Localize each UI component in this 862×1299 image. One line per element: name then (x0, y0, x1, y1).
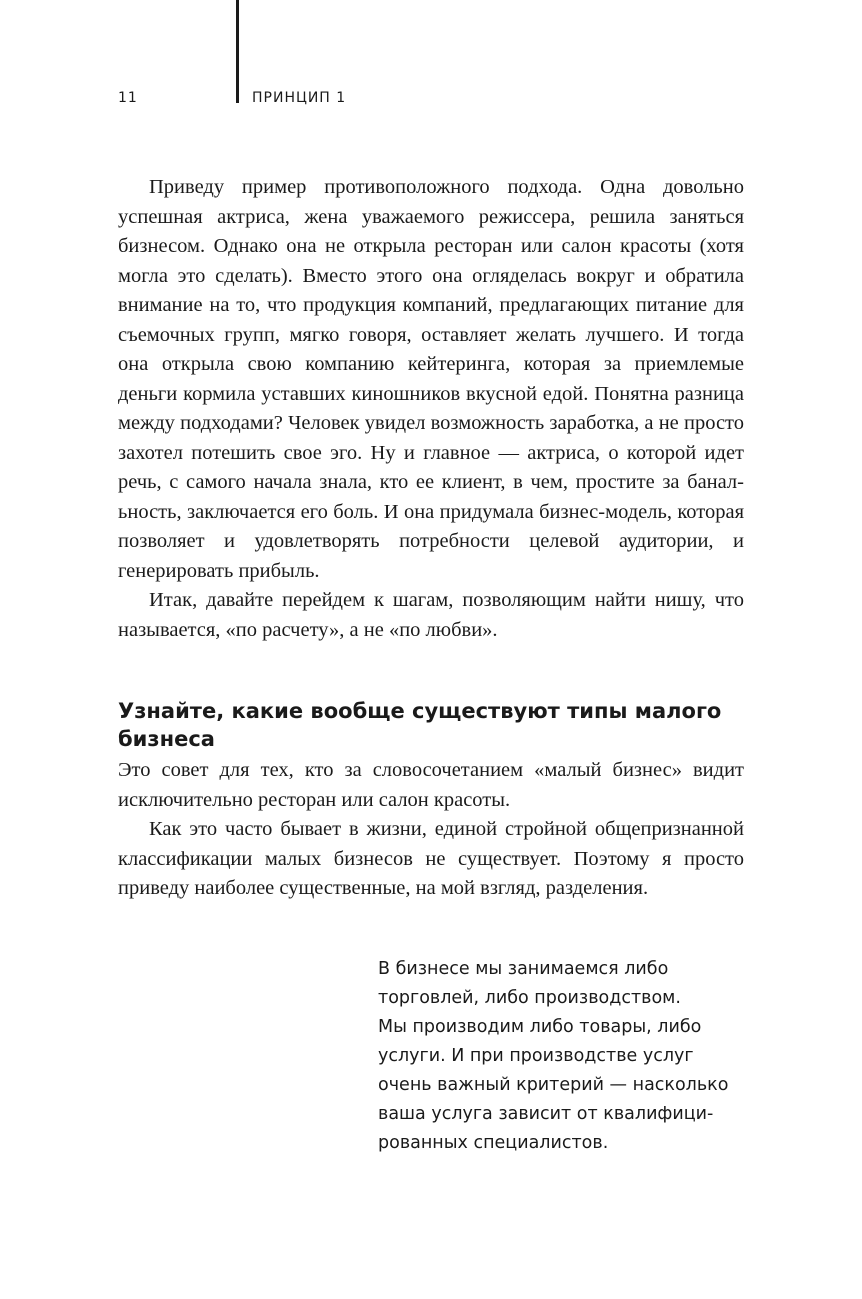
paragraph-actress-example: Приведу пример противоположного подхода. Одна довольно успешная актриса, жена уважаемого режиссера, решила заняться бизнесом. Однако она не открыла ресторан или салон красоты (хотя могла это сделать). Вместо этого она огляделась вокруг и обратила внимание на то, что продукция компаний, предлагающих питание для съемочных групп, мягко говоря, оставляет желать лучшего. И тогда она открыла свою компанию кейтеринга, которая за приемлемые деньги кормила уставших киношников вкусной едой. Понятна разница между подходами? Человек увидел возможность заработка, а не просто захотел потешить свое эго. Ну и главное — актриса, о которой идет речь, с самого начала знала, кто ее клиент, в чем, простите за банальность, заключается его боль. И она придумала бизнес-модель, которая позволяет и удовлетворять потребности целевой аудитории, и генерировать прибыль. (118, 176, 744, 582)
running-head: ПРИНЦИП 1 (252, 90, 347, 106)
callout-line: Мы производим либо товары, либо (378, 1017, 702, 1037)
paragraph-classification: Как это часто бывает в жизни, единой стройной общепризнанной классификации малых бизнесов не существует. Поэтому я просто приведу наиболее существенные, на мой взгляд, разделения. (118, 818, 744, 899)
paragraph-steps-intro: Итак, давайте перейдем к шагам, позволяющим найти нишу, что называется, «по расчету», а не «по любви». (118, 589, 744, 641)
callout-line: услуги. И при производстве услуг (378, 1046, 694, 1066)
callout-line: В бизнесе мы занимаемся либо (378, 959, 669, 979)
page-number: 11 (118, 90, 138, 106)
section-heading: Узнайте, какие вообще существуют типы малого бизнеса (118, 699, 722, 751)
header-divider-rule (236, 0, 239, 103)
callout-line: рованных специалистов. (378, 1133, 609, 1153)
callout-note (378, 955, 758, 1158)
paragraph-advice: Это совет для тех, кто за словосочетанием «малый бизнес» видит исключительно ресторан или салон красоты. (118, 759, 744, 811)
callout-line: ваша услуга зависит от квалифици- (378, 1104, 714, 1124)
callout-line: очень важный критерий — насколько (378, 1075, 729, 1095)
callout-line: торговлей, либо производством. (378, 988, 681, 1008)
body-text-section-2 (118, 756, 744, 904)
body-text-section-1 (118, 173, 744, 645)
